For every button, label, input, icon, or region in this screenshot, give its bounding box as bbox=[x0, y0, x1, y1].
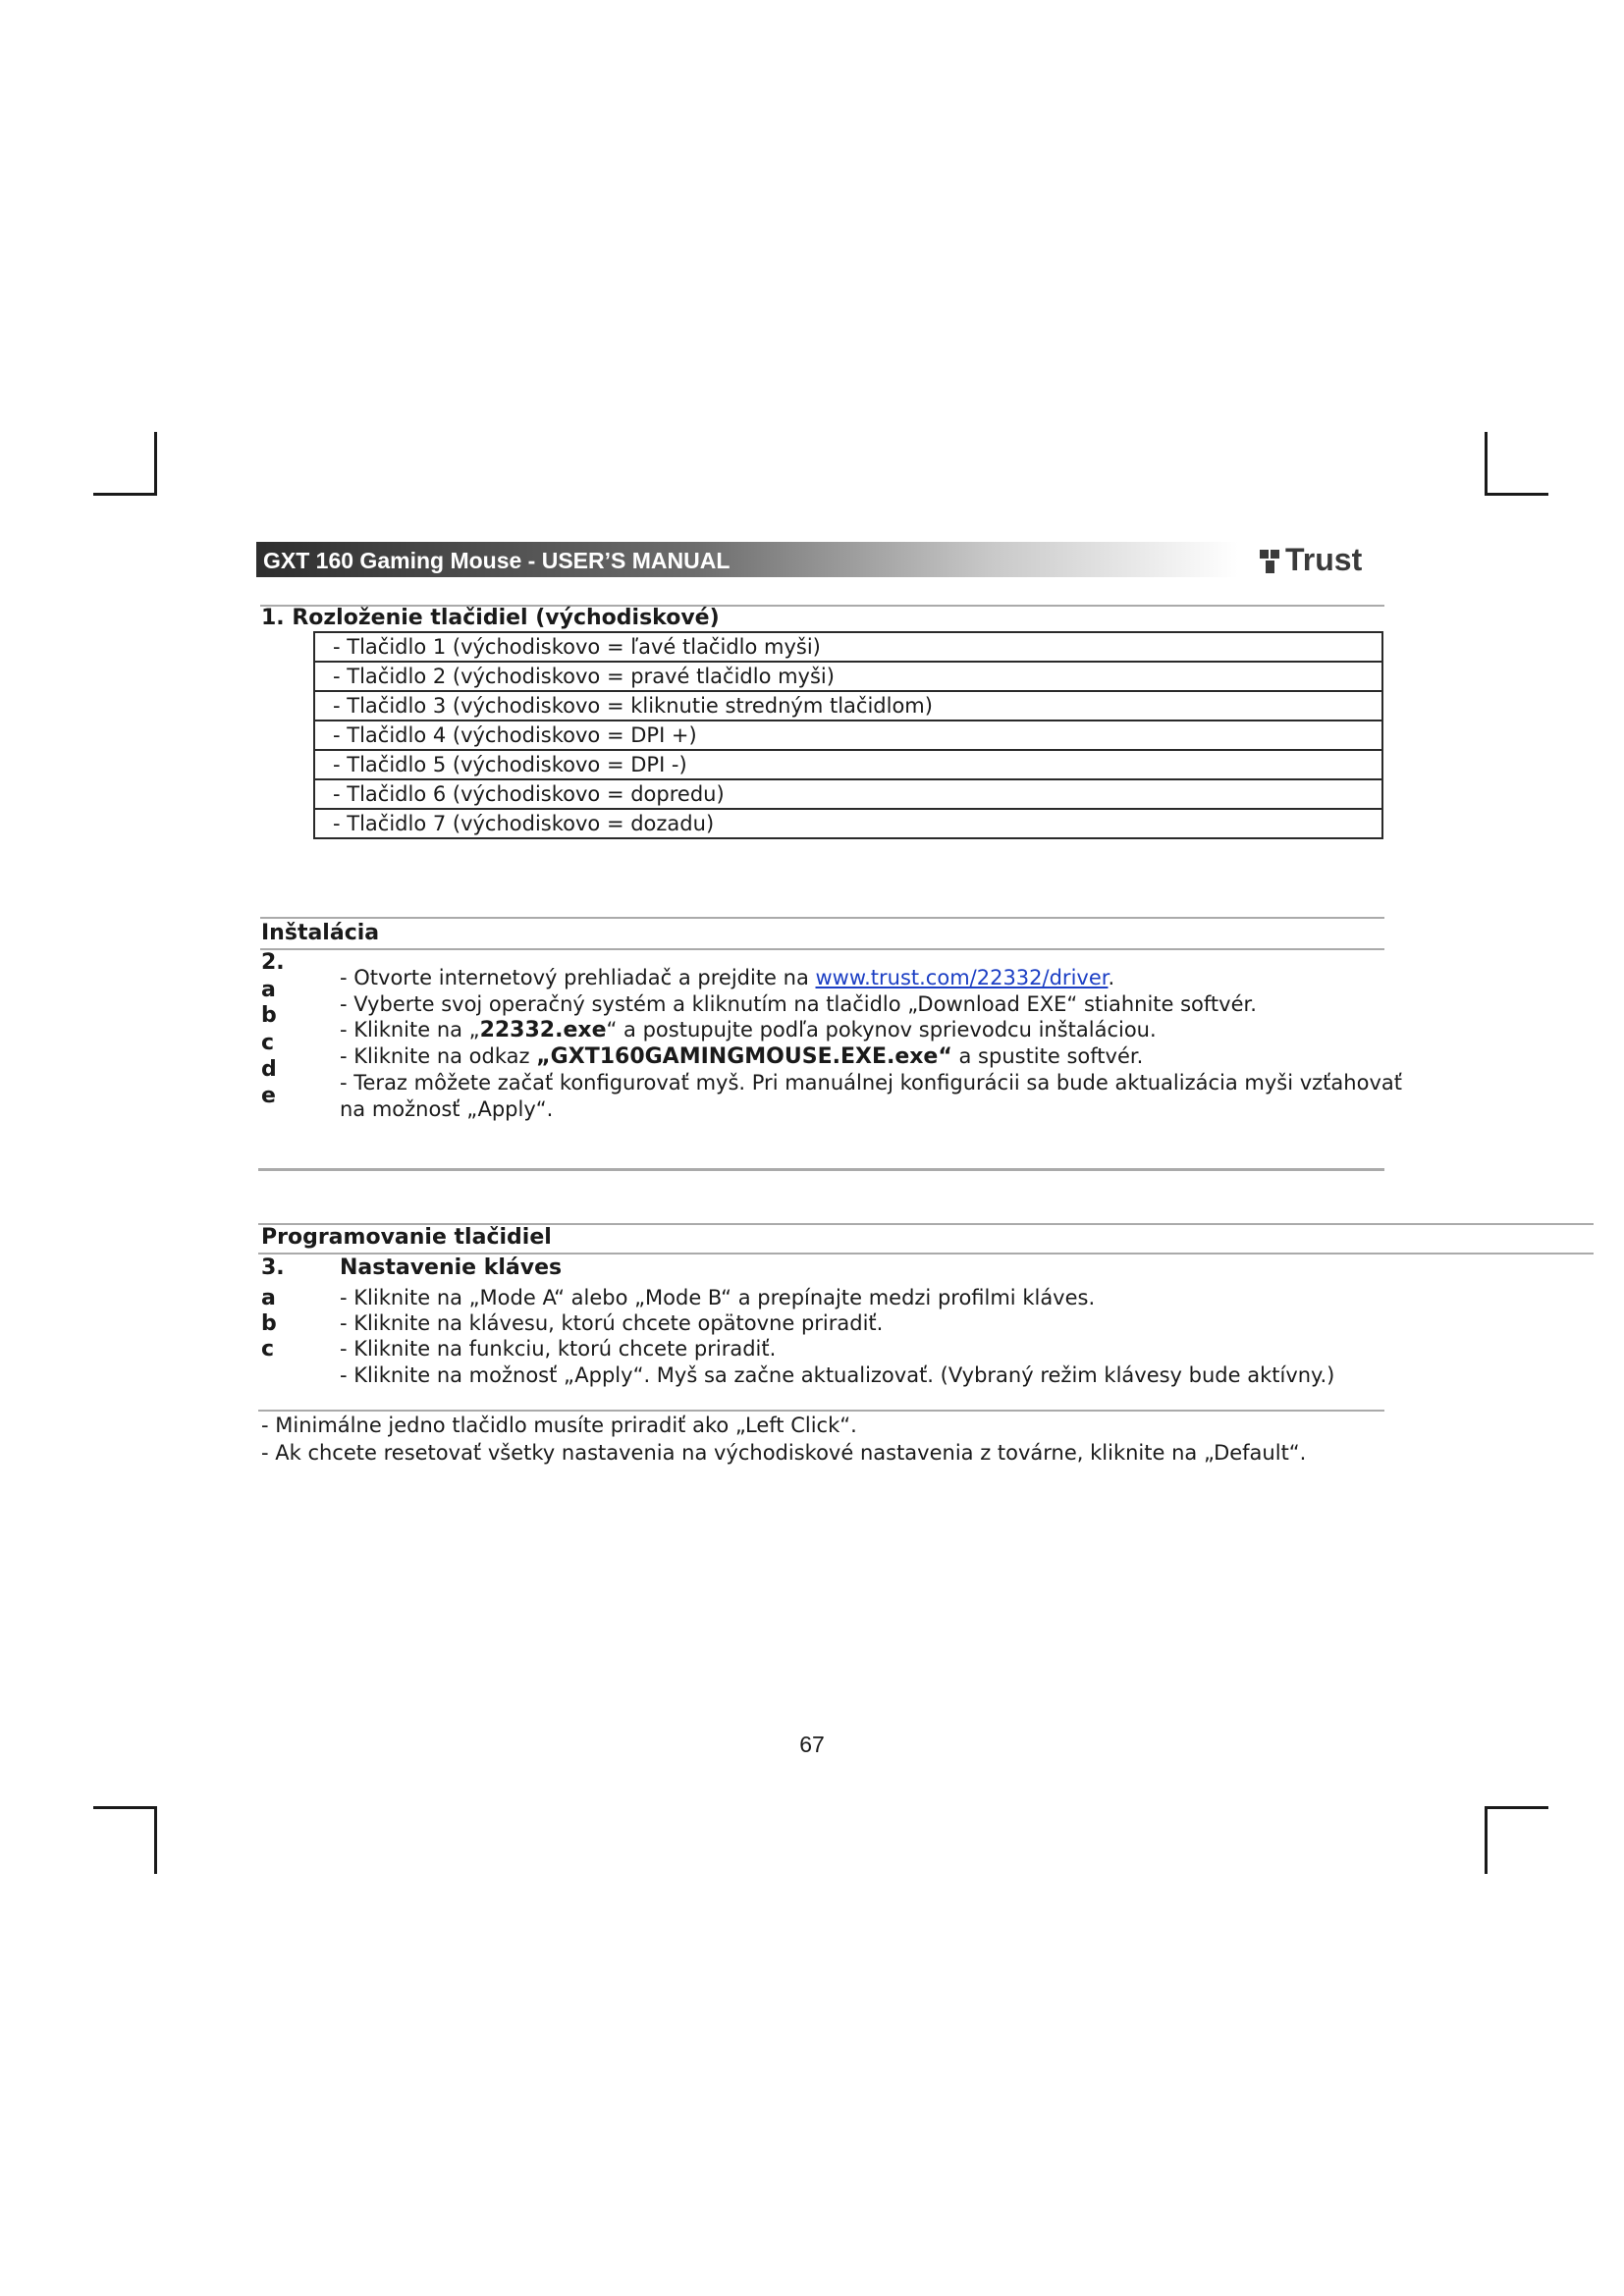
table-cell: - Tlačidlo 7 (východiskovo = dozadu) bbox=[314, 809, 1382, 838]
note-reset-default: - Ak chcete resetovať všetky nastavenia na východiskové nastavenia z továrne, kliknite na „Default“. bbox=[261, 1441, 1307, 1465]
table-row bbox=[314, 721, 1382, 750]
step-letter: a bbox=[261, 978, 276, 1002]
crop-mark-top-left bbox=[93, 432, 157, 496]
table-row bbox=[314, 809, 1382, 838]
table-cell: - Tlačidlo 6 (východiskovo = dopredu) bbox=[314, 779, 1382, 809]
install-step-a: - Otvorte internetový prehliadač a prejdite na www.trust.com/22332/driver. bbox=[340, 966, 1115, 989]
step-letter: b bbox=[261, 1003, 277, 1028]
note-left-click: - Minimálne jedno tlačidlo musíte priradiť ako „Left Click“. bbox=[261, 1414, 857, 1437]
table-row bbox=[314, 779, 1382, 809]
section-heading-install: Inštalácia bbox=[261, 921, 380, 945]
step-number: 3. bbox=[261, 1255, 285, 1280]
table-cell: - Tlačidlo 4 (východiskovo = DPI +) bbox=[314, 721, 1382, 750]
step-letter: c bbox=[261, 1031, 275, 1055]
button-layout-table bbox=[313, 631, 1383, 839]
install-step-e-continued: na možnosť „Apply“. bbox=[340, 1097, 554, 1121]
step-letter: e bbox=[261, 1084, 276, 1108]
crop-mark-bottom-left bbox=[93, 1806, 157, 1874]
step-letter: c bbox=[261, 1337, 275, 1362]
divider bbox=[258, 1410, 1384, 1412]
trust-logo-icon bbox=[1260, 546, 1281, 573]
programming-step-c: - Kliknite na funkciu, ktorú chcete priradiť. bbox=[340, 1337, 777, 1361]
trust-logo bbox=[1260, 540, 1362, 579]
divider bbox=[258, 1168, 1384, 1171]
table-row bbox=[314, 691, 1382, 721]
table-row bbox=[314, 632, 1382, 662]
step-letter: b bbox=[261, 1311, 277, 1336]
section-heading-programming: Programovanie tlačidiel bbox=[261, 1225, 552, 1250]
programming-step-a: - Kliknite na „Mode A“ alebo „Mode B“ a prepínajte medzi profilmi kláves. bbox=[340, 1286, 1096, 1309]
divider bbox=[258, 1253, 1594, 1255]
divider bbox=[260, 917, 1384, 919]
table-cell: - Tlačidlo 1 (východiskovo = ľavé tlačidlo myši) bbox=[333, 635, 821, 659]
crop-mark-top-right bbox=[1485, 432, 1548, 496]
step-letter: a bbox=[261, 1286, 276, 1310]
install-step-b: - Vyberte svoj operačný systém a kliknutím na tlačidlo „Download EXE“ stiahnite softvér. bbox=[340, 992, 1257, 1016]
table-row bbox=[314, 662, 1382, 691]
crop-mark-bottom-right bbox=[1485, 1806, 1548, 1874]
programming-step-d: - Kliknite na možnosť „Apply“. Myš sa začne aktualizovať. (Vybraný režim klávesy bude aktívny.) bbox=[340, 1363, 1335, 1387]
page-number: 67 bbox=[799, 1732, 825, 1757]
programming-step-b: - Kliknite na klávesu, ktorú chcete opätovne priradiť. bbox=[340, 1311, 884, 1335]
install-step-d: - Kliknite na odkaz „GXT160GAMINGMOUSE.EXE.exe“ a spustite softvér. bbox=[340, 1044, 1144, 1069]
driver-link[interactable]: www.trust.com/22332/driver bbox=[815, 966, 1109, 989]
table-row bbox=[314, 750, 1382, 779]
table-cell: - Tlačidlo 2 (východiskovo = pravé tlačidlo myši) bbox=[314, 662, 1382, 691]
install-step-c: - Kliknite na „22332.exe“ a postupujte podľa pokynov sprievodcu inštaláciou. bbox=[340, 1018, 1157, 1042]
section-heading-buttons: 1. Rozloženie tlačidiel (východiskové) bbox=[261, 606, 720, 630]
trust-logo-text: Trust bbox=[1285, 542, 1363, 577]
divider bbox=[260, 948, 1384, 950]
install-step-e: - Teraz môžete začať konfigurovať myš. Pri manuálnej konfigurácii sa bude aktualizácia myši vzťahovať bbox=[340, 1071, 1402, 1095]
table-cell: - Tlačidlo 5 (východiskovo = DPI -) bbox=[314, 750, 1382, 779]
step-number: 2. bbox=[261, 950, 285, 975]
step-title: Nastavenie kláves bbox=[340, 1255, 563, 1280]
step-letter: d bbox=[261, 1057, 277, 1082]
manual-title: GXT 160 Gaming Mouse - USER’S MANUAL bbox=[263, 548, 731, 573]
table-cell: - Tlačidlo 3 (východiskovo = kliknutie stredným tlačidlom) bbox=[314, 691, 1382, 721]
